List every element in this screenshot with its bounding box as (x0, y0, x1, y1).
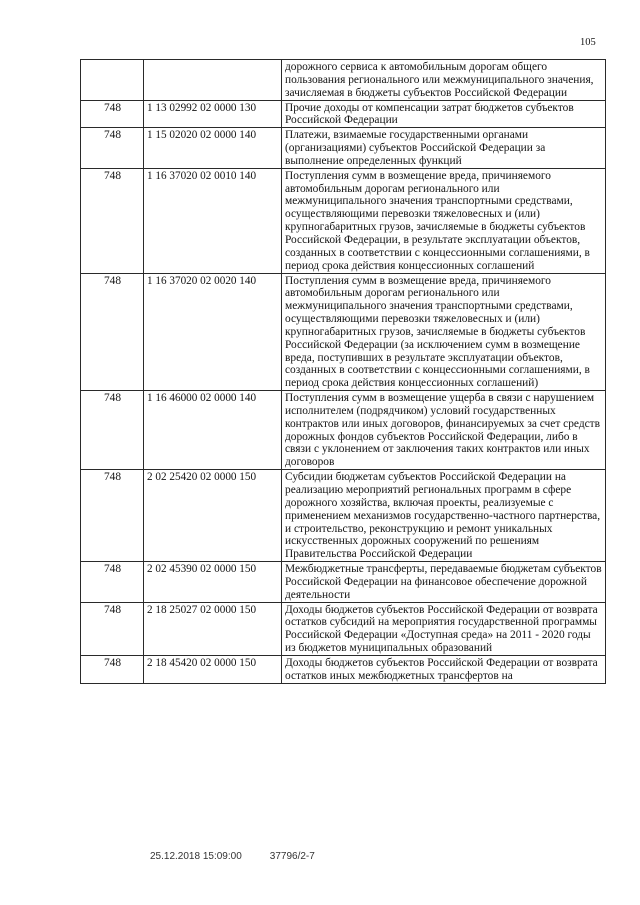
description-cell: Поступления сумм в возмещение вреда, причиняемого автомобильным дорогам регионального или межмуниципального значения транспортными средствами, осуществляющими перевозки тяжеловесных и (или) крупногабаритных грузов, зачисляемые в бюджеты субъектов Российской Федерации (за исключением сумм в возмещение вреда, поступивших в результате эксплуатации объектов, созданных в соответствии с концессионными соглашениями, в период срока действия концессионных соглашений) (282, 273, 606, 391)
table-body (81, 60, 606, 684)
kbk-code-cell: 1 16 37020 02 0020 140 (144, 273, 282, 391)
table-row (81, 60, 606, 101)
description-cell: Поступления сумм в возмещение ущерба в связи с нарушением исполнителем (подрядчиком) условий государственных контрактов или иных договоров, финансируемых за счет средств дорожных фондов субъектов Российской Федерации, либо в связи с уклонением от заключения таких контрактов или иных договоров (282, 391, 606, 470)
table-row (81, 470, 606, 562)
kbk-code-cell: 1 13 02992 02 0000 130 (144, 100, 282, 128)
description-cell: Прочие доходы от компенсации затрат бюджетов субъектов Российской Федерации (282, 100, 606, 128)
kbk-code-cell (144, 60, 282, 101)
description-cell: Доходы бюджетов субъектов Российской Федерации от возврата остатков субсидий на мероприятия государственной программы Российской Федерации «Доступная среда» на 2011 - 2020 годы из бюджетов муниципальных образований (282, 602, 606, 655)
admin-code-cell (81, 60, 144, 101)
admin-code-cell: 748 (81, 273, 144, 391)
table-row (81, 391, 606, 470)
kbk-code-cell: 1 15 02020 02 0000 140 (144, 128, 282, 169)
admin-code-cell: 748 (81, 128, 144, 169)
table-row (81, 562, 606, 603)
table-row (81, 602, 606, 655)
table-row (81, 655, 606, 683)
table-row (81, 273, 606, 391)
page-number: 105 (580, 37, 596, 48)
admin-code-cell: 748 (81, 100, 144, 128)
admin-code-cell: 748 (81, 391, 144, 470)
footer (150, 851, 315, 862)
admin-code-cell: 748 (81, 602, 144, 655)
admin-code-cell: 748 (81, 562, 144, 603)
revenue-classification-table (80, 59, 606, 684)
description-cell: Межбюджетные трансферты, передаваемые бюджетам субъектов Российской Федерации на финансовое обеспечение дорожной деятельности (282, 562, 606, 603)
footer-timestamp: 25.12.2018 15:09:00 (150, 851, 242, 862)
description-cell: Субсидии бюджетам субъектов Российской Федерации на реализацию мероприятий региональных программ в сфере дорожного хозяйства, включая проекты, реализуемые с применением механизмов государственно-частного партнерства, и строительство, реконструкцию и ремонт уникальных искусственных дорожных сооружений по решениям Правительства Российской Федерации (282, 470, 606, 562)
footer-document-id: 37796/2-7 (269, 851, 315, 862)
description-cell: Платежи, взимаемые государственными органами (организациями) субъектов Российской Федерации за выполнение определенных функций (282, 128, 606, 169)
kbk-code-cell: 1 16 37020 02 0010 140 (144, 168, 282, 273)
kbk-code-cell: 1 16 46000 02 0000 140 (144, 391, 282, 470)
table-row (81, 168, 606, 273)
table-row (81, 128, 606, 169)
admin-code-cell: 748 (81, 655, 144, 683)
kbk-code-cell: 2 18 45420 02 0000 150 (144, 655, 282, 683)
description-cell: дорожного сервиса к автомобильным дорогам общего пользования регионального или межмуниципального значения, зачисляемая в бюджеты субъектов Российской Федерации (282, 60, 606, 101)
kbk-code-cell: 2 02 25420 02 0000 150 (144, 470, 282, 562)
kbk-code-cell: 2 02 45390 02 0000 150 (144, 562, 282, 603)
description-cell: Поступления сумм в возмещение вреда, причиняемого автомобильным дорогам регионального или межмуниципального значения транспортными средствами, осуществляющими перевозки тяжеловесных и (или) крупногабаритных грузов, зачисляемые в бюджеты субъектов Российской Федерации, в результате эксплуатации объектов, созданных в соответствии с концессионными соглашениями, в период срока действия концессионных соглашений (282, 168, 606, 273)
admin-code-cell: 748 (81, 168, 144, 273)
admin-code-cell: 748 (81, 470, 144, 562)
description-cell: Доходы бюджетов субъектов Российской Федерации от возврата остатков иных межбюджетных трансфертов на (282, 655, 606, 683)
table-row (81, 100, 606, 128)
kbk-code-cell: 2 18 25027 02 0000 150 (144, 602, 282, 655)
